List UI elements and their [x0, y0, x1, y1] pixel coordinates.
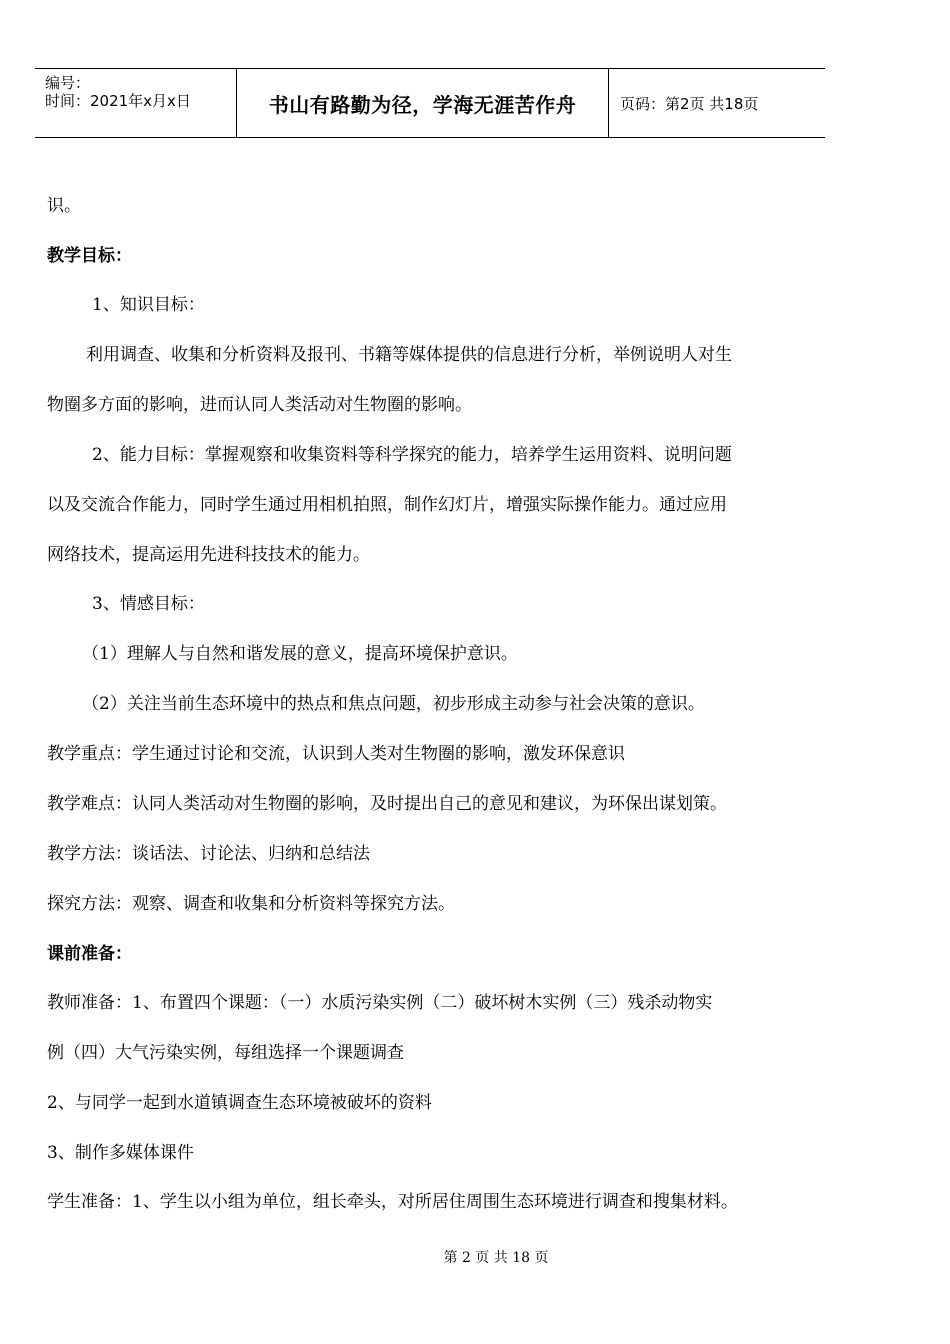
serial-label: 编号：	[45, 74, 91, 92]
paragraph-line: 2、与同学一起到水道镇调查生态环境被破坏的资料	[47, 1093, 432, 1113]
paragraph-line: 物圈多方面的影响，进而认同人类活动对生物圈的影响。	[47, 395, 472, 415]
page-footer: 第 2 页 共 18 页	[443, 1250, 549, 1266]
paragraph-line: 例（四）大气污染实例，每组选择一个课题调查	[47, 1043, 404, 1063]
paragraph-line: 教学方法：谈话法、讨论法、归纳和总结法	[47, 844, 370, 864]
header-motto-cell	[237, 69, 609, 137]
paragraph-line: 利用调查、收集和分析资料及报刊、书籍等媒体提供的信息进行分析，举例说明人对生	[86, 345, 732, 365]
paragraph-line: 识。	[47, 196, 81, 216]
page-info: 页码：第2页 共18页	[620, 95, 759, 113]
header-page-cell	[609, 69, 825, 137]
document-header	[35, 68, 825, 138]
paragraph-line: 教师准备：1、布置四个课题：（一）水质污染实例（二）破坏树木实例（三）残杀动物实	[47, 993, 713, 1013]
section-heading: 课前准备：	[47, 944, 132, 964]
paragraph-line: 教学重点：学生通过讨论和交流，认识到人类对生物圈的影响，激发环保意识	[47, 744, 625, 764]
paragraph-line: 3、制作多媒体课件	[47, 1143, 194, 1163]
paragraph-line: 3、情感目标：	[92, 594, 205, 614]
paragraph-line: 以及交流合作能力，同时学生通过用相机拍照，制作幻灯片，增强实际操作能力。通过应用	[47, 495, 727, 515]
paragraph-line: （2）关注当前生态环境中的热点和焦点问题，初步形成主动参与社会决策的意识。	[82, 694, 705, 714]
paragraph-line: 网络技术，提高运用先进科技技术的能力。	[47, 545, 370, 565]
time-label: 时间：2021年x月x日	[45, 92, 191, 110]
paragraph-line: 探究方法：观察、调查和收集和分析资料等探究方法。	[47, 894, 455, 914]
header-meta-cell	[35, 69, 237, 137]
motto-text: 书山有路勤为径，学海无涯苦作舟	[268, 92, 577, 117]
section-heading: 教学目标：	[47, 246, 132, 266]
paragraph-line: 学生准备：1、学生以小组为单位，组长牵头，对所居住周围生态环境进行调查和搜集材料。	[47, 1192, 738, 1212]
paragraph-line: （1）理解人与自然和谐发展的意义，提高环境保护意识。	[82, 644, 518, 664]
paragraph-line: 教学难点：认同人类活动对生物圈的影响，及时提出自己的意见和建议，为环保出谋划策。	[47, 794, 727, 814]
paragraph-line: 1、知识目标：	[92, 295, 205, 315]
paragraph-line: 2、能力目标：掌握观察和收集资料等科学探究的能力，培养学生运用资料、说明问题	[92, 445, 732, 465]
